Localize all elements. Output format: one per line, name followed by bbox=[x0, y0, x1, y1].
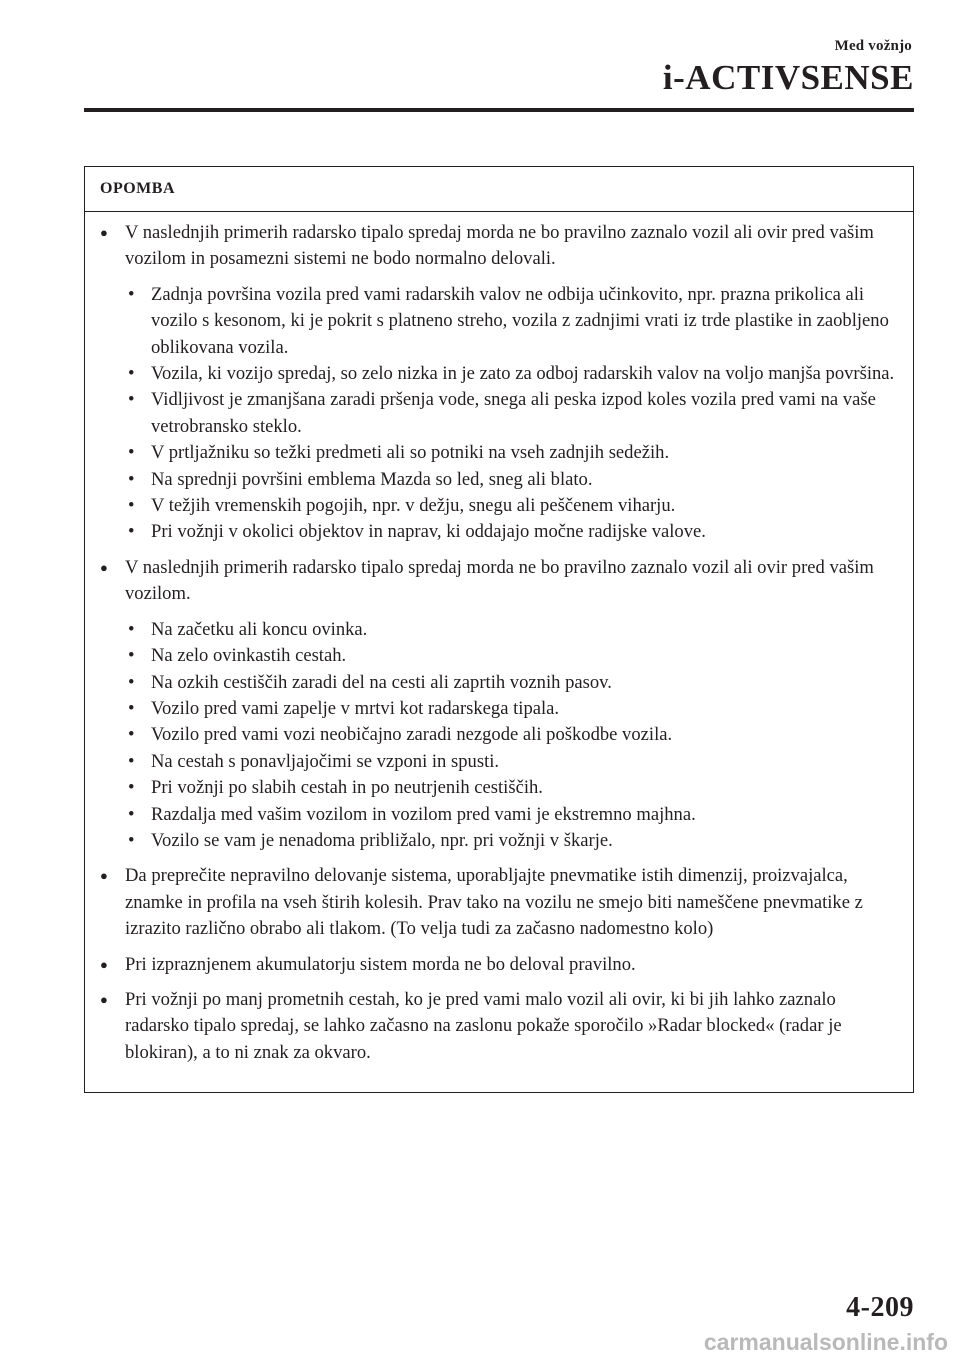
sub-bullet-icon: • bbox=[128, 777, 135, 799]
sub-list-item bbox=[125, 643, 897, 669]
note-item-text: Pri izpraznjenem akumulatorju sistem morda ne bo deloval pravilno. bbox=[125, 953, 636, 975]
note-box bbox=[84, 166, 914, 1093]
sub-bullet-icon: • bbox=[128, 645, 135, 667]
sub-list-item bbox=[125, 828, 897, 854]
sub-item-text: Na ozkih cestiščih zaradi del na cesti ali zaprtih voznih pasov. bbox=[151, 671, 612, 693]
sub-bullet-icon: • bbox=[128, 363, 135, 385]
sub-item-text: Pri vožnji po slabih cestah in po neutrjenih cestiščih. bbox=[151, 777, 543, 799]
sub-list-item bbox=[125, 282, 897, 361]
sub-item-text: Vozilo pred vami vozi neobičajno zaradi nezgode ali poškodbe vozila. bbox=[151, 724, 673, 746]
note-item bbox=[99, 952, 897, 978]
sub-list bbox=[125, 282, 897, 546]
note-item-text: V naslednjih primerih radarsko tipalo spredaj morda ne bo pravilno zaznalo vozil ali ovir pred vašim vozilom. bbox=[125, 556, 874, 605]
sub-item-text: Vozila, ki vozijo spredaj, so zelo nizka in je zato za odboj radarskih valov na voljo manjša površina. bbox=[151, 363, 895, 385]
sub-item-text: Vidljivost je zmanjšana zaradi pršenja vode, snega ali peska izpod koles vozila pred vami na vaše vetrobransko steklo. bbox=[151, 389, 876, 437]
sub-list-item bbox=[125, 722, 897, 748]
page-number: 4-209 bbox=[846, 1292, 914, 1323]
header-divider bbox=[84, 108, 914, 112]
sub-item-text: Zadnja površina vozila pred vami radarskih valov ne odbija učinkovito, npr. prazna prikolica ali vozilo s kesonom, ki je pokrit s platneno streho, vozila z zadnjimi vrati iz trde plastike in zaobljeno oblikovana vozila. bbox=[151, 283, 889, 358]
sub-list-item bbox=[125, 775, 897, 801]
note-item bbox=[99, 220, 897, 546]
note-item-text: V naslednjih primerih radarsko tipalo spredaj morda ne bo pravilno zaznalo vozil ali ovir pred vašim vozilom in posamezni sistemi ne bodo normalno delovali. bbox=[125, 222, 874, 270]
sub-bullet-icon: • bbox=[128, 671, 135, 693]
sub-bullet-icon: • bbox=[128, 389, 135, 411]
note-item-text: Pri vožnji po manj prometnih cestah, ko je pred vami malo vozil ali ovir, ki bi jih lahko zaznalo radarsko tipalo spredaj, se lahko začasno na zaslonu pokaže sporočilo »Radar blocked« (radar je blokiran), a to ni znak za okvaro. bbox=[125, 988, 842, 1063]
note-body bbox=[85, 212, 913, 1092]
bullet-icon: ● bbox=[100, 991, 108, 1007]
sub-list-item bbox=[125, 361, 897, 387]
sub-item-text: Vozilo pred vami zapelje v mrtvi kot radarskega tipala. bbox=[151, 697, 560, 719]
sub-bullet-icon: • bbox=[128, 724, 135, 746]
note-heading: OPOMBA bbox=[85, 167, 913, 212]
bullet-icon: ● bbox=[100, 225, 108, 240]
sub-bullet-icon: • bbox=[128, 468, 135, 490]
sub-item-text: V prtljažniku so težki predmeti ali so potniki na vseh zadnjih sedežih. bbox=[151, 442, 670, 464]
sub-bullet-icon: • bbox=[128, 283, 135, 305]
sub-item-text: V težjih vremenskih pogojih, npr. v dežju, snegu ali peščenem viharju. bbox=[151, 495, 676, 517]
sub-list-item bbox=[125, 802, 897, 828]
sub-list bbox=[125, 617, 897, 855]
sub-item-text: Na začetku ali koncu ovinka. bbox=[151, 618, 368, 640]
sub-list-item bbox=[125, 696, 897, 722]
note-item bbox=[99, 863, 897, 942]
note-item-text: Da preprečite nepravilno delovanje sistema, uporabljajte pnevmatike istih dimenzij, proizvajalca, znamke in profila na vseh štirih kolesih. Prav tako na vozilu ne smejo biti nameščene pnevmatike z izrazito različno obrabo ali tlakom. (To velja tudi za začasno nadomestno kolo) bbox=[125, 865, 863, 940]
sub-bullet-icon: • bbox=[128, 521, 135, 543]
sub-bullet-icon: • bbox=[128, 803, 135, 825]
sub-bullet-icon: • bbox=[128, 697, 135, 719]
sub-bullet-icon: • bbox=[128, 829, 135, 851]
sub-item-text: Na sprednji površini emblema Mazda so led, sneg ali blato. bbox=[151, 468, 593, 490]
note-item bbox=[99, 987, 897, 1066]
note-item bbox=[99, 555, 897, 854]
sub-item-text: Na zelo ovinkastih cestah. bbox=[151, 645, 347, 667]
sub-list-item bbox=[125, 493, 897, 519]
bullet-icon: ● bbox=[100, 956, 108, 972]
sub-list-item bbox=[125, 670, 897, 696]
chapter-title: i-ACTIVSENSE bbox=[662, 58, 914, 97]
sub-list-item bbox=[125, 387, 897, 440]
watermark: carmanualsonline.info bbox=[703, 1329, 948, 1355]
sub-item-text: Vozilo se vam je nenadoma približalo, npr. pri vožnji v škarje. bbox=[151, 829, 613, 851]
sub-bullet-icon: • bbox=[128, 442, 135, 464]
sub-bullet-icon: • bbox=[128, 618, 135, 640]
sub-list-item bbox=[125, 467, 897, 493]
sub-bullet-icon: • bbox=[128, 495, 135, 517]
sub-list-item bbox=[125, 617, 897, 643]
sub-list-item bbox=[125, 749, 897, 775]
bullet-icon: ● bbox=[100, 868, 108, 884]
sub-item-text: Pri vožnji v okolici objektov in naprav, ki oddajajo močne radijske valove. bbox=[151, 521, 706, 543]
sub-item-text: Na cestah s ponavljajočimi se vzponi in spusti. bbox=[151, 750, 500, 772]
sub-list-item bbox=[125, 519, 897, 545]
section-label: Med vožnjo bbox=[834, 38, 912, 54]
sub-list-item bbox=[125, 440, 897, 466]
sub-bullet-icon: • bbox=[128, 750, 135, 772]
sub-item-text: Razdalja med vašim vozilom in vozilom pred vami je ekstremno majhna. bbox=[151, 803, 696, 825]
bullet-icon: ● bbox=[100, 559, 108, 575]
